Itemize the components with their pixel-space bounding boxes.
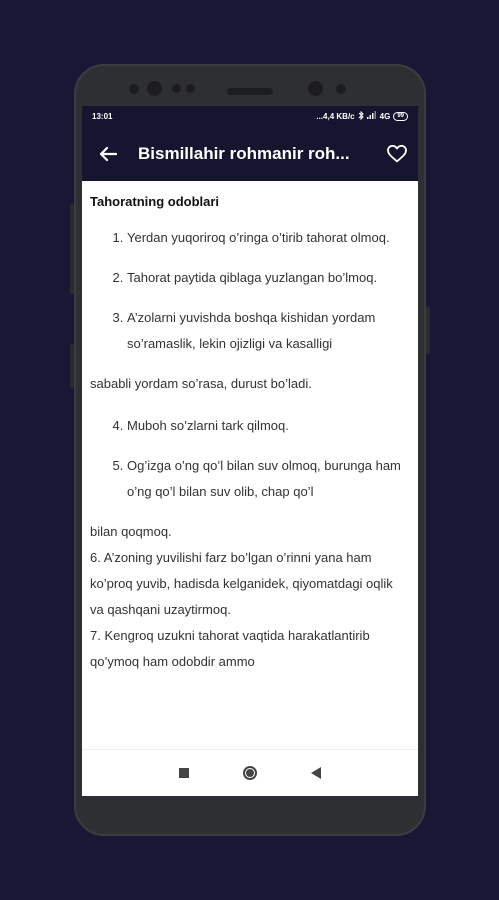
odoblar-list-2 xyxy=(90,413,410,505)
phone-power-button xyxy=(426,306,430,354)
triangle-back-icon[interactable] xyxy=(311,767,321,779)
sensor-dot xyxy=(172,84,181,93)
list-item: 3. A’zolarni yuvishda boshqa kishidan yordam so’ramaslik, lekin ojizligi va kasalligi xyxy=(127,305,410,357)
list-item: 5. Og’izga o’ng qo’l bilan suv olmoq, burunga ham o’ng qo’l bilan suv olib, chap qo’l xyxy=(127,453,410,505)
paragraph: 6. A’zoning yuvilishi farz bo’lgan o’rinni yana ham ko’proq yuvib, hadisda kelganidek, qiyomatdagi oqlik va qashqani uzaytirmoq. xyxy=(90,550,393,617)
article-heading: Tahoratning odoblari xyxy=(90,194,220,209)
status-indicators xyxy=(316,111,408,122)
paragraph: sababli yordam so’rasa, durust bo’ladi. xyxy=(90,376,312,391)
phone-side-button xyxy=(70,204,74,294)
front-camera xyxy=(308,81,323,96)
phone-side-button xyxy=(70,344,74,388)
paragraph: bilan qoqmoq. xyxy=(90,524,172,539)
earpiece-speaker xyxy=(227,88,273,95)
heart-outline-icon[interactable] xyxy=(384,141,410,167)
list-item: 4. Muboh so’zlarni tark qilmoq. xyxy=(127,413,410,439)
signal-icon xyxy=(367,111,377,121)
battery-icon: 99 xyxy=(393,112,408,121)
list-item: 1. Yerdan yuqoriroq o’ringa o’tirib tahorat olmoq. xyxy=(127,225,410,251)
article-content[interactable] xyxy=(82,181,418,750)
network-speed: ...4,4 KB/c xyxy=(316,111,355,121)
front-camera xyxy=(147,81,162,96)
status-time: 13:01 xyxy=(92,111,113,121)
screen xyxy=(82,106,418,796)
sensor-dot xyxy=(336,84,346,94)
circle-home-icon[interactable] xyxy=(243,766,257,780)
bluetooth-icon xyxy=(358,111,364,122)
list-item: 2. Tahorat paytida qiblaga yuzlangan bo’lmoq. xyxy=(127,265,410,291)
phone-top-bezel xyxy=(74,76,426,106)
sensor-dot xyxy=(129,84,139,94)
square-recents-icon[interactable] xyxy=(179,768,189,778)
app-bar xyxy=(82,126,418,181)
system-nav-bar xyxy=(82,749,418,796)
paragraph: 7. Kengroq uzukni tahorat vaqtida harakatlantirib qo’ymoq ham odobdir ammo xyxy=(90,628,370,669)
arrow-back-icon[interactable] xyxy=(96,142,120,166)
page-title: Bismillahir rohmanir roh... xyxy=(138,143,350,163)
sensor-dot xyxy=(186,84,195,93)
odoblar-list-1 xyxy=(90,225,410,357)
phone-frame xyxy=(74,64,426,836)
status-bar xyxy=(82,106,418,126)
network-type: 4G xyxy=(379,111,391,121)
